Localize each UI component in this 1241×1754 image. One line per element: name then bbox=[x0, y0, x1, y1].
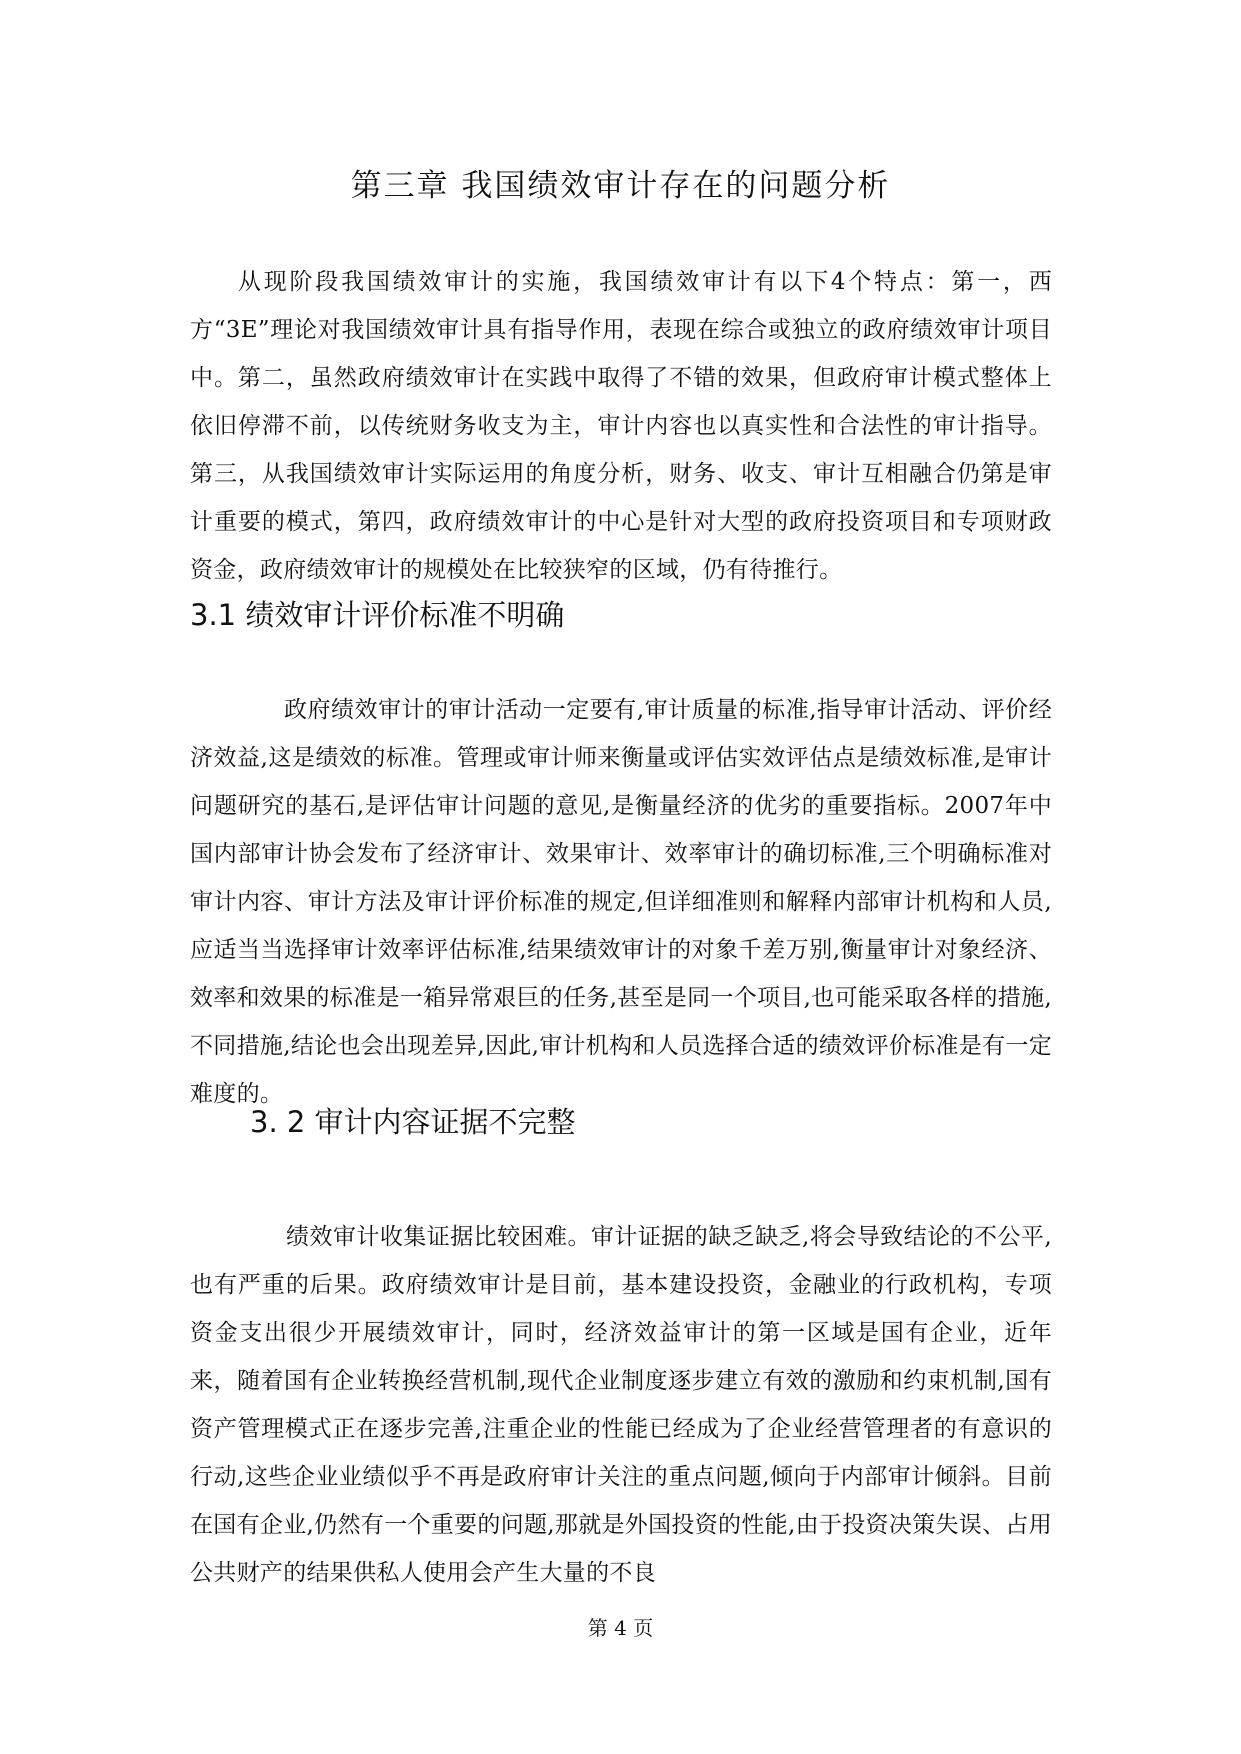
intro-paragraph: 从现阶段我国绩效审计的实施，我国绩效审计有以下4个特点：第一，西方“3E”理论对我国绩效审计具有指导作用，表现在综合或独立的政府绩效审计项目中。第二，虽然政府绩效审计在实践中取得了不错的效果，但政府审计模式整体上依旧停滞不前，以传统财务收支为主，审计内容也以真实性和合法性的审计指导。第三，从我国绩效审计实际运用的角度分析，财务、收支、审计互相融合仍第是审计重要的模式，第四，政府绩效审计的中心是针对大型的政府投资项目和专项财政资金，政府绩效审计的规模处在比较狭窄的区域，仍有待推行。 bbox=[190, 269, 1052, 583]
page-number: 第 4 页 bbox=[587, 1616, 654, 1640]
chapter-title: 第三章 我国绩效审计存在的问题分析 bbox=[350, 168, 891, 204]
section-3-2-paragraph: 绩效审计收集证据比较困难。审计证据的缺乏缺乏,将会导致结论的不公平,也有严重的后果。政府绩效审计是目前，基本建设投资，金融业的行政机构，专项资金支出很少开展绩效审计，同时，经济效益审计的第一区域是国有企业，近年来，随着国有企业转换经营机制,现代企业制度逐步建立有效的激励和约束机制,国有资产管理模式正在逐步完善,注重企业的性能已经成为了企业经营管理者的有意识的行动,这些企业业绩似乎不再是政府审计关注的重点问题,倾向于内部审计倾斜。目前在国有企业,仍然有一个重要的问题,那就是外国投资的性能,由于投资决策失误、占用公共财产的结果供私人使用会产生大量的不良 bbox=[190, 1224, 1052, 1586]
section-heading-3-2: 3. 2 审计内容证据不完整 bbox=[250, 1105, 576, 1139]
section-3-1-paragraph: 政府绩效审计的审计活动一定要有,审计质量的标准,指导审计活动、评价经济效益,这是绩效的标准。管理或审计师来衡量或评估实效评估点是绩效标准,是审计问题研究的基石,是评估审计问题的意见,是衡量经济的优劣的重要指标。2007年中国内部审计协会发布了经济审计、效果审计、效率审计的确切标准,三个明确标准对审计内容、审计方法及审计评价标准的规定,但详细准则和解释内部审计机构和人员,应适当当选择审计效率评估标准,结果绩效审计的对象千差万别,衡量审计对象经济、效率和效果的标准是一箱异常艰巨的任务,甚至是同一个项目,也可能采取各样的措施,不同措施,结论也会出现差异,因此,审计机构和人员选择合适的绩效评价标准是有一定难度的。 bbox=[190, 697, 1052, 1107]
section-heading-3-1: 3.1 绩效审计评价标准不明确 bbox=[190, 598, 565, 632]
